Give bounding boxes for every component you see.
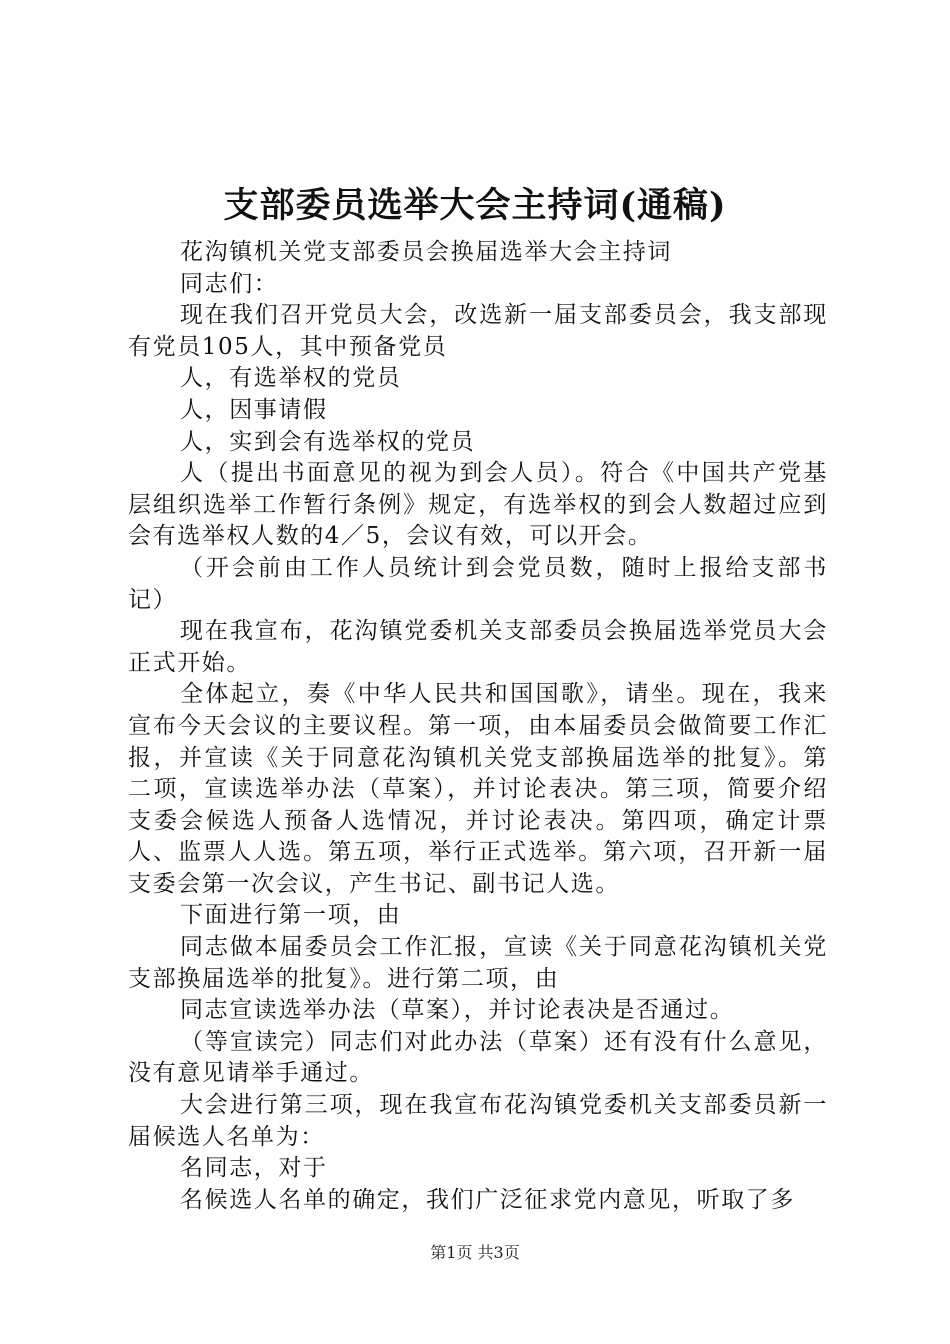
paragraph: 人（提出书面意见的视为到会人员）。符合《中国共产党基层组织选举工作暂行条例》规定，有选举权的到会人数超过应到会有选举权人数的4／5，会议有效，可以开会。: [128, 460, 828, 550]
paragraph: 人，有选举权的党员: [180, 365, 402, 392]
paragraph: 现在我们召开党员大会，改选新一届支部委员会，我支部现有党员105人，其中预备党员: [128, 302, 828, 360]
paragraph: 全体起立，奏《中华人民共和国国歌》，请坐。现在，我来宣布今天会议的主要议程。第一项，由本届委员会做简要工作汇报，并宣读《关于同意花沟镇机关党支部换届选举的批复》。第二项，宣读选举办法（草案），并讨论表决。第三项，简要介绍支委会候选人预备人选情况，并讨论表决。第四项，确定计票人、监票人人选。第五项，举行正式选举。第六项，召开新一届支委会第一次会议，产生书记、副书记人选。: [128, 681, 828, 897]
paragraph: （等宣读完）同志们对此办法（草案）还有没有什么意见，没有意见请举手通过。: [128, 1028, 828, 1087]
document-body: [128, 237, 828, 1216]
paragraph: 名同志，对于: [180, 1155, 328, 1182]
paragraph: 花沟镇机关党支部委员会换届选举大会主持词: [180, 239, 672, 265]
page-footer: 第1页 共3页: [430, 1243, 520, 1262]
paragraph: 名候选人名单的确定，我们广泛征求党内意见，听取了多: [180, 1186, 795, 1213]
paragraph: （开会前由工作人员统计到会党员数，随时上报给支部书记）: [128, 554, 828, 613]
paragraph: 现在我宣布，花沟镇党委机关支部委员会换届选举党员大会正式开始。: [128, 618, 828, 676]
paragraph: 人，实到会有选举权的党员: [180, 428, 476, 455]
paragraph: 人，因事请假: [180, 396, 328, 423]
paragraph: 同志做本届委员会工作汇报，宣读《关于同意花沟镇机关党支部换届选举的批复》。进行第二项，由: [128, 934, 828, 992]
paragraph: 大会进行第三项，现在我宣布花沟镇党委机关支部委员新一届候选人名单为：: [128, 1092, 828, 1150]
paragraph: 同志们：: [180, 270, 279, 297]
paragraph: 下面进行第一项，由: [180, 902, 402, 929]
document-title: 支部委员选举大会主持词(通稿): [223, 185, 727, 226]
paragraph: 同志宣读选举办法（草案），并讨论表决是否通过。: [180, 997, 735, 1024]
